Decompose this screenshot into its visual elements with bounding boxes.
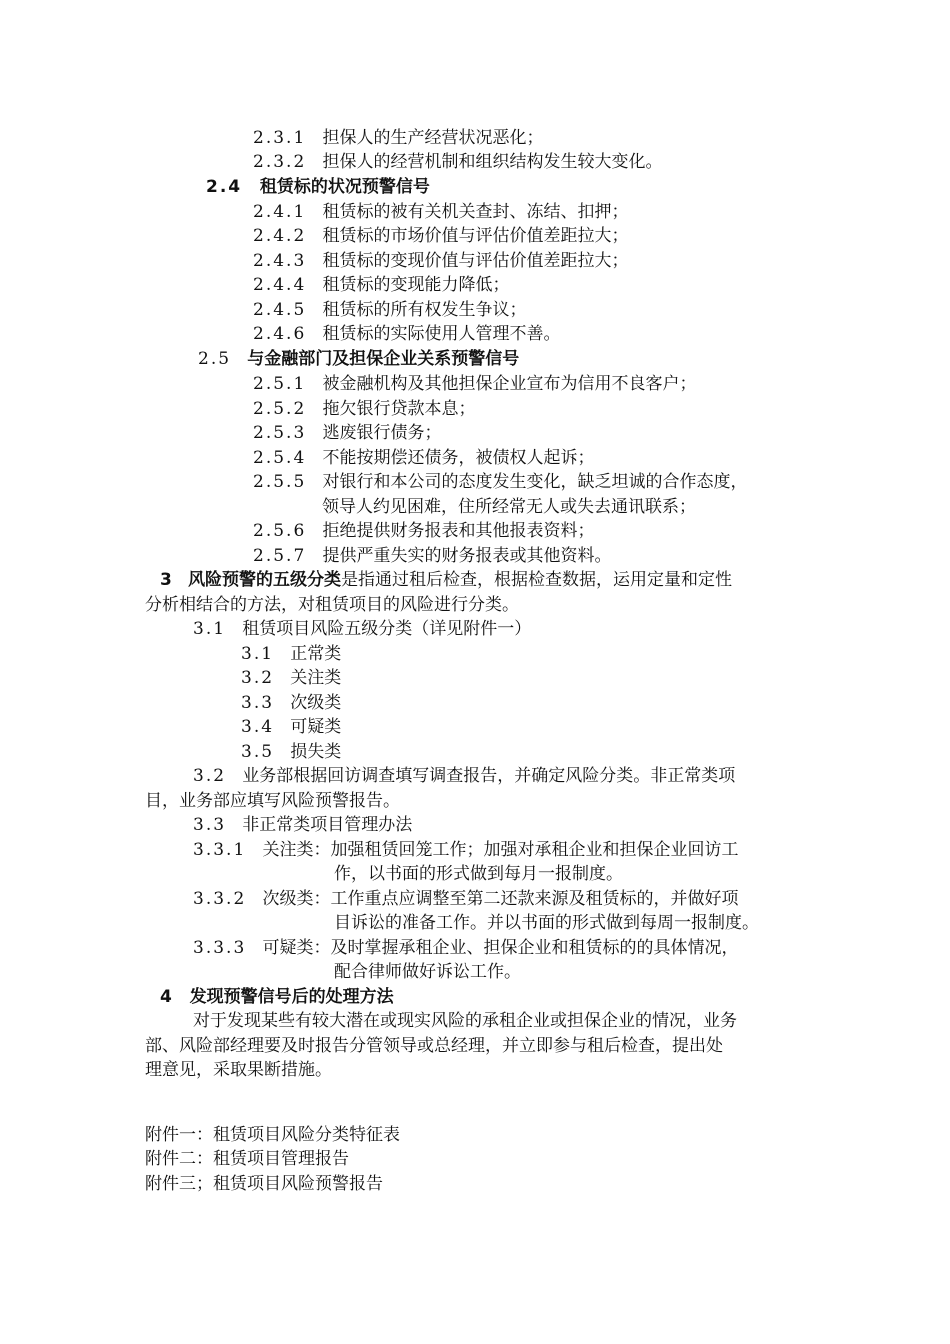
item-number: 3.1 — [193, 619, 227, 639]
section-heading-2-4 — [206, 175, 430, 199]
item-text: 租赁标的被有关机关查封、冻结、扣押； — [322, 202, 629, 222]
item-text: 不能按期偿还债务，被债权人起诉； — [322, 448, 595, 468]
section-heading-3 — [160, 568, 732, 592]
item-number: 3.5 — [241, 742, 275, 762]
item-number: 2.5.4 — [253, 448, 307, 468]
attachment-line: 附件一：租赁项目风险分类特征表 — [145, 1125, 400, 1145]
item-number: 2.4.4 — [253, 275, 307, 295]
section-number: 2.4 — [206, 177, 243, 197]
section-title: 租赁标的状况预警信号 — [259, 177, 430, 197]
item-number: 3.3.3 — [193, 938, 247, 958]
attachment-line: 附件三；租赁项目风险预警报告 — [145, 1174, 383, 1194]
item-continuation: 目诉讼的准备工作。并以书面的形式做到每周一报制度。 — [334, 913, 759, 933]
subsection-3-3-1 — [193, 838, 738, 862]
item-text: 逃废银行债务； — [322, 423, 442, 443]
list-item — [253, 544, 611, 568]
item-number: 2.4.2 — [253, 226, 307, 246]
section-text: 是指通过租后检查，根据检查数据，运用定量和定性 — [341, 570, 733, 590]
item-number: 3.1 — [241, 644, 275, 664]
item-text: 对银行和本公司的态度发生变化，缺乏坦诚的合作态度， — [322, 472, 748, 492]
section-heading-4 — [160, 985, 394, 1009]
paragraph-line: 部、风险部经理要及时报告分管领导或总经理，并立即参与租后检查，提出处 — [145, 1036, 723, 1056]
item-2-3-1 — [253, 126, 543, 150]
list-item — [253, 397, 475, 421]
list-item — [241, 642, 341, 666]
item-number: 2.3.1 — [253, 128, 307, 148]
section-title: 风险预警的五级分类 — [188, 570, 342, 590]
item-number: 3.3 — [193, 815, 227, 835]
section-number: 4 — [160, 987, 172, 1007]
list-item — [241, 740, 341, 764]
item-text: 加强租赁回笼工作；加强对承租企业和担保企业回访工 — [330, 840, 739, 860]
item-number: 2.4.1 — [253, 202, 307, 222]
item-text: 担保人的生产经营状况恶化； — [322, 128, 544, 148]
item-2-3-2 — [253, 150, 662, 174]
item-number: 2.4.6 — [253, 324, 307, 344]
item-number: 2.4.3 — [253, 251, 307, 271]
paragraph-line: 理意见，采取果断措施。 — [145, 1060, 332, 1080]
list-item — [253, 372, 696, 396]
paragraph-continuation: 分析相结合的方法，对租赁项目的风险进行分类。 — [145, 595, 519, 615]
list-item — [253, 298, 526, 322]
subsection-3-3-3 — [193, 936, 738, 960]
item-number: 3.3.1 — [193, 840, 247, 860]
item-number: 2.5.5 — [253, 472, 307, 492]
list-item — [241, 715, 341, 739]
item-label: 关注类： — [262, 840, 331, 860]
list-item — [253, 224, 628, 248]
item-label: 可疑类： — [262, 938, 331, 958]
list-item — [253, 249, 628, 273]
item-number: 3.2 — [241, 668, 275, 688]
item-text: 租赁标的所有权发生争议； — [322, 300, 527, 320]
subsection-3-2 — [193, 764, 735, 788]
item-label: 次级类： — [262, 889, 331, 909]
list-item — [241, 666, 341, 690]
list-item — [253, 470, 747, 494]
list-item — [241, 691, 341, 715]
item-number: 2.4.5 — [253, 300, 307, 320]
item-text: 租赁标的市场价值与评估价值差距拉大； — [322, 226, 629, 246]
item-text: 提供严重失实的财务报表或其他资料。 — [322, 546, 612, 566]
item-number: 3.3 — [241, 693, 275, 713]
item-text: 正常类 — [290, 644, 342, 664]
subsection-3-1 — [193, 617, 531, 641]
item-continuation: 配合律师做好诉讼工作。 — [334, 962, 521, 982]
item-continuation: 领导人约见困难，住所经常无人或失去通讯联系； — [322, 497, 696, 517]
item-text: 担保人的经营机制和组织结构发生较大变化。 — [322, 152, 663, 172]
item-text: 工作重点应调整至第二还款来源及租赁标的，并做好项 — [330, 889, 739, 909]
item-number: 2.5.2 — [253, 399, 307, 419]
item-number: 2.3.2 — [253, 152, 307, 172]
item-continuation: 作，以书面的形式做到每月一报制度。 — [334, 864, 623, 884]
paragraph-line: 对于发现某些有较大潜在或现实风险的承租企业或担保企业的情况，业务 — [193, 1011, 737, 1031]
item-text: 被金融机构及其他担保企业宣布为信用不良客户； — [322, 374, 697, 394]
item-text: 拒绝提供财务报表和其他报表资料； — [322, 521, 595, 541]
item-number: 2.5.7 — [253, 546, 307, 566]
item-text: 业务部根据回访调查填写调查报告，并确定风险分类。非正常类项 — [242, 766, 736, 786]
section-title: 与金融部门及担保企业关系预警信号 — [247, 349, 520, 369]
paragraph-continuation: 目，业务部应填写风险预警报告。 — [145, 791, 400, 811]
list-item — [253, 421, 441, 445]
item-number: 3.3.2 — [193, 889, 247, 909]
item-text: 损失类 — [290, 742, 342, 762]
item-text: 租赁项目风险五级分类（详见附件一） — [242, 619, 532, 639]
item-number: 2.5.6 — [253, 521, 307, 541]
list-item — [253, 519, 594, 543]
item-number: 2.5.1 — [253, 374, 307, 394]
section-heading-2-5 — [198, 347, 519, 371]
item-text: 次级类 — [290, 693, 342, 713]
item-text: 可疑类 — [290, 717, 342, 737]
subsection-3-3-2 — [193, 887, 738, 911]
item-text: 拖欠银行贷款本息； — [322, 399, 476, 419]
item-number: 3.4 — [241, 717, 275, 737]
item-number: 2.5.3 — [253, 423, 307, 443]
subsection-3-3 — [193, 813, 412, 837]
section-number: 3 — [160, 570, 172, 590]
section-number: 2.5 — [198, 349, 232, 369]
item-number: 3.2 — [193, 766, 227, 786]
list-item — [253, 200, 628, 224]
item-text: 租赁标的实际使用人管理不善。 — [322, 324, 561, 344]
section-title: 发现预警信号后的处理方法 — [189, 987, 394, 1007]
list-item — [253, 273, 509, 297]
item-text: 租赁标的变现能力降低； — [322, 275, 510, 295]
item-text: 关注类 — [290, 668, 342, 688]
attachment-line: 附件二：租赁项目管理报告 — [145, 1149, 349, 1169]
item-text: 租赁标的变现价值与评估价值差距拉大； — [322, 251, 629, 271]
list-item — [253, 322, 560, 346]
item-text: 非正常类项目管理办法 — [242, 815, 413, 835]
item-text: 及时掌握承租企业、担保企业和租赁标的的具体情况， — [330, 938, 739, 958]
list-item — [253, 446, 594, 470]
